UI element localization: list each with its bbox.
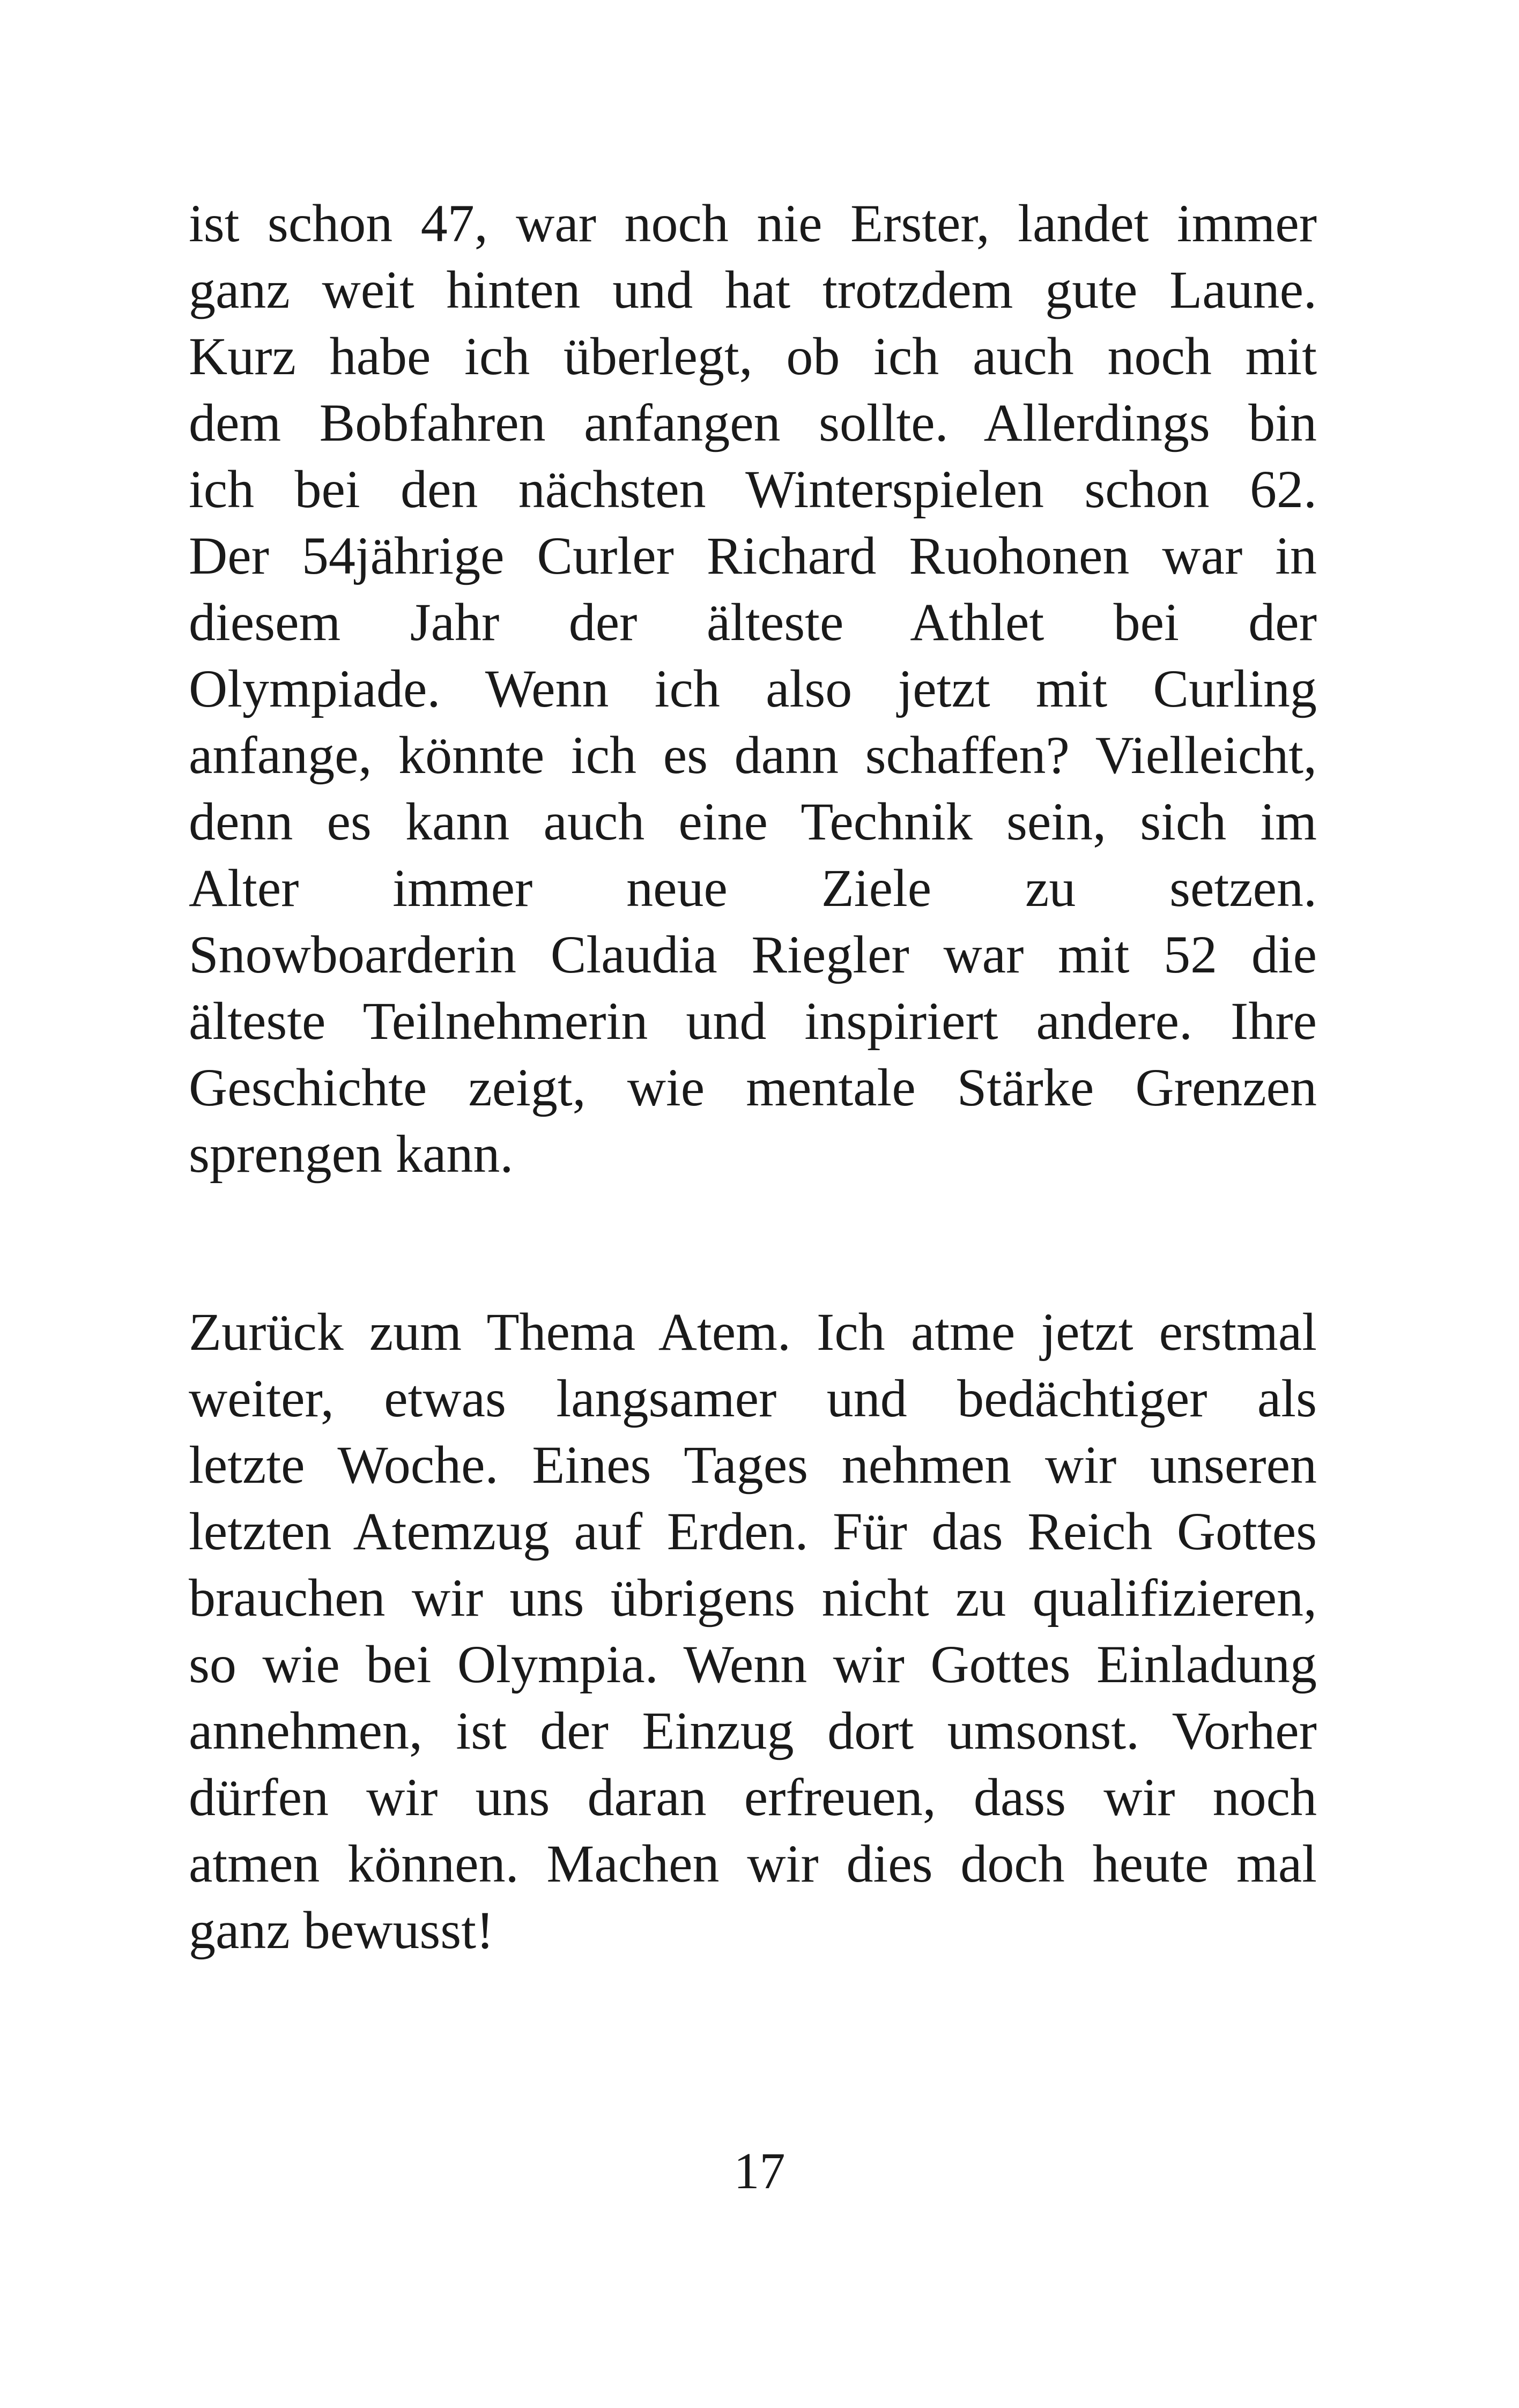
text-line: denn es kann auch eine Technik sein, sich im [189,792,1317,851]
text-line: ist schon 47, war noch nie Erster, landet immer [189,194,1317,253]
text-line: ganz bewusst! [189,1900,494,1960]
text-line: älteste Teilnehmerin und inspiriert andere. Ihre [189,991,1317,1051]
text-line: Alter immer neue Ziele zu setzen. [189,858,1317,918]
text-line: sprengen kann. [189,1124,514,1184]
text-line: ich bei den nächsten Winterspielen schon 62. [189,459,1317,519]
text-line: Der 54jährige Curler Richard Ruohonen war in [189,526,1317,585]
text-line: brauchen wir uns übrigens nicht zu qualifizieren, [189,1568,1317,1627]
text-line: diesem Jahr der älteste Athlet bei der [189,592,1317,652]
text-line: so wie bei Olympia. Wenn wir Gottes Einladung [189,1634,1317,1694]
text-line: Geschichte zeigt, wie mentale Stärke Grenzen [189,1058,1317,1117]
text-line: Snowboarderin Claudia Riegler war mit 52 die [189,925,1317,984]
text-line: Kurz habe ich überlegt, ob ich auch noch mit [189,326,1317,386]
text-line: Zurück zum Thema Atem. Ich atme jetzt erstmal [189,1302,1317,1362]
text-line: atmen können. Machen wir dies doch heute mal [189,1834,1317,1893]
paragraph-2 [189,1299,1317,1964]
text-line: letzten Atemzug auf Erden. Für das Reich Gottes [189,1502,1317,1561]
text-line: Olympiade. Wenn ich also jetzt mit Curling [189,659,1317,718]
text-line: anfange, könnte ich es dann schaffen? Vielleicht, [189,725,1317,785]
text-line: letzte Woche. Eines Tages nehmen wir unseren [189,1435,1317,1495]
text-line: weiter, etwas langsamer und bedächtiger als [189,1369,1317,1428]
text-line: dem Bobfahren anfangen sollte. Allerdings bin [189,393,1317,452]
text-line: annehmen, ist der Einzug dort umsonst. Vorher [189,1701,1317,1760]
paragraph-1 [189,190,1317,1187]
text-line: dürfen wir uns daran erfreuen, dass wir noch [189,1767,1317,1827]
page-number: 17 [733,2142,786,2199]
text-line: ganz weit hinten und hat trotzdem gute Laune. [189,260,1317,319]
